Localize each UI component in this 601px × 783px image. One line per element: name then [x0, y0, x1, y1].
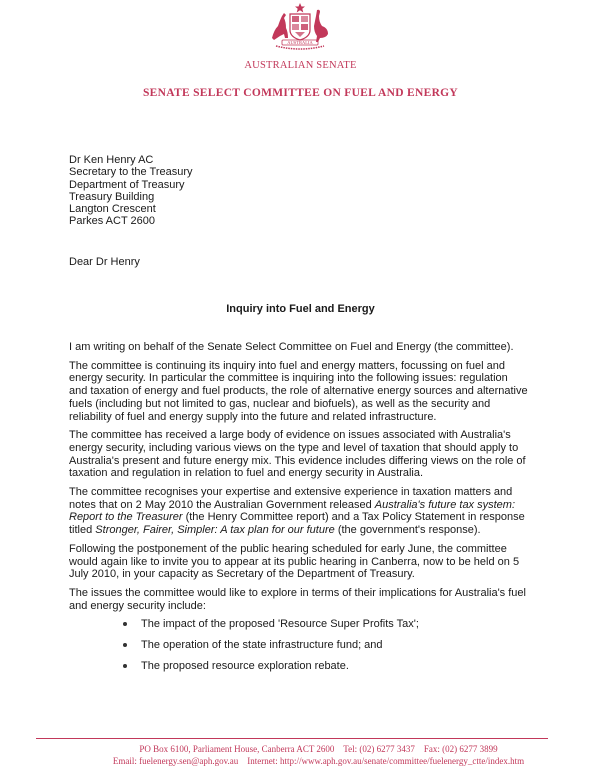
issues-list [69, 618, 529, 672]
coat-of-arms-icon [262, 2, 338, 52]
salutation: Dear Dr Henry [69, 256, 140, 268]
report-title: Australia's future tax system: Report to the Treasurer [69, 498, 516, 524]
paragraph-henry-report: The committee recognises your expertise and extensive experience in taxation matters and notes that on 2 May 2010 the Australian Government released Australia's future tax system: Report to the Treasurer (the Henry Committee report) and a Tax Policy Statement in response titled Stronger, Fairer, Simpler: A tax plan for our future (the government's response). [69, 486, 525, 537]
crest-motto: AUSTRALIA [287, 40, 313, 45]
list-item: The impact of the proposed 'Resource Super Profits Tax'; [123, 618, 529, 631]
policy-statement-title: Stronger, Fairer, Simpler: A tax plan for our future [95, 524, 335, 537]
letter-body [69, 341, 529, 680]
paragraph-inquiry-scope: The committee is continuing its inquiry into fuel and energy matters, focussing on fuel and energy security. In particular the committee is inquiring into the following issues: regulation and taxation of energy and fuel products, the role of alternative energy sources and alternative fuels (including but not limited to gas, nuclear and biofuels), as well as the security and reliability of fuel and energy supply into the future and related infrastructure. [69, 359, 528, 423]
list-item: The proposed resource exploration rebate. [123, 660, 529, 673]
footer-email-web: Email: fuelenergy.sen@aph.gov.au Internet: http://www.aph.gov.au/senate/committee/fuelenergy_ctte/index.htm [112, 756, 525, 766]
paragraph-invitation: Following the postponement of the public hearing scheduled for early June, the committee would again like to invite you to appear at its public hearing in Canberra, now to be held on 5 July 2010, in your capacity as Secretary of the Department of Treasury. [69, 542, 520, 581]
bullet-icon [123, 622, 127, 626]
footer-divider [36, 738, 548, 739]
recipient-title: Secretary to the Treasury [69, 166, 193, 179]
committee-title: SENATE SELECT COMMITTEE ON FUEL AND ENERGY [142, 87, 459, 99]
paragraph-issues: The issues the committee would like to explore in terms of their implications for Australia's fuel and energy security include: [69, 586, 526, 612]
bullet-icon [123, 643, 127, 647]
paragraph-evidence: The committee has received a large body of evidence on issues associated with Australia's energy security, including various views on the type and level of taxation that should apply to Australia's present and future energy mix. This evidence includes differing views on the role of taxation and regulation in relation to fuel and energy security in Australia. [69, 429, 526, 480]
recipient-street: Langton Crescent [69, 203, 156, 216]
list-item: The operation of the state infrastructure fund; and [123, 639, 529, 652]
recipient-city: Parkes ACT 2600 [69, 215, 156, 228]
paragraph-intro: I am writing on behalf of the Senate Select Committee on Fuel and Energy (the committee). [69, 341, 514, 353]
footer-contact: PO Box 6100, Parliament House, Canberra ACT 2600 Tel: (02) 6277 3437 Fax: (02) 6277 3899 [139, 744, 498, 754]
recipient-building: Treasury Building [69, 190, 155, 203]
institution-name: AUSTRALIAN SENATE [244, 60, 357, 71]
recipient-name: Dr Ken Henry AC [69, 154, 154, 166]
recipient-department: Department of Treasury [69, 178, 185, 191]
recipient-address [69, 154, 193, 228]
bullet-icon [123, 664, 127, 668]
subject-heading: Inquiry into Fuel and Energy [226, 303, 375, 315]
